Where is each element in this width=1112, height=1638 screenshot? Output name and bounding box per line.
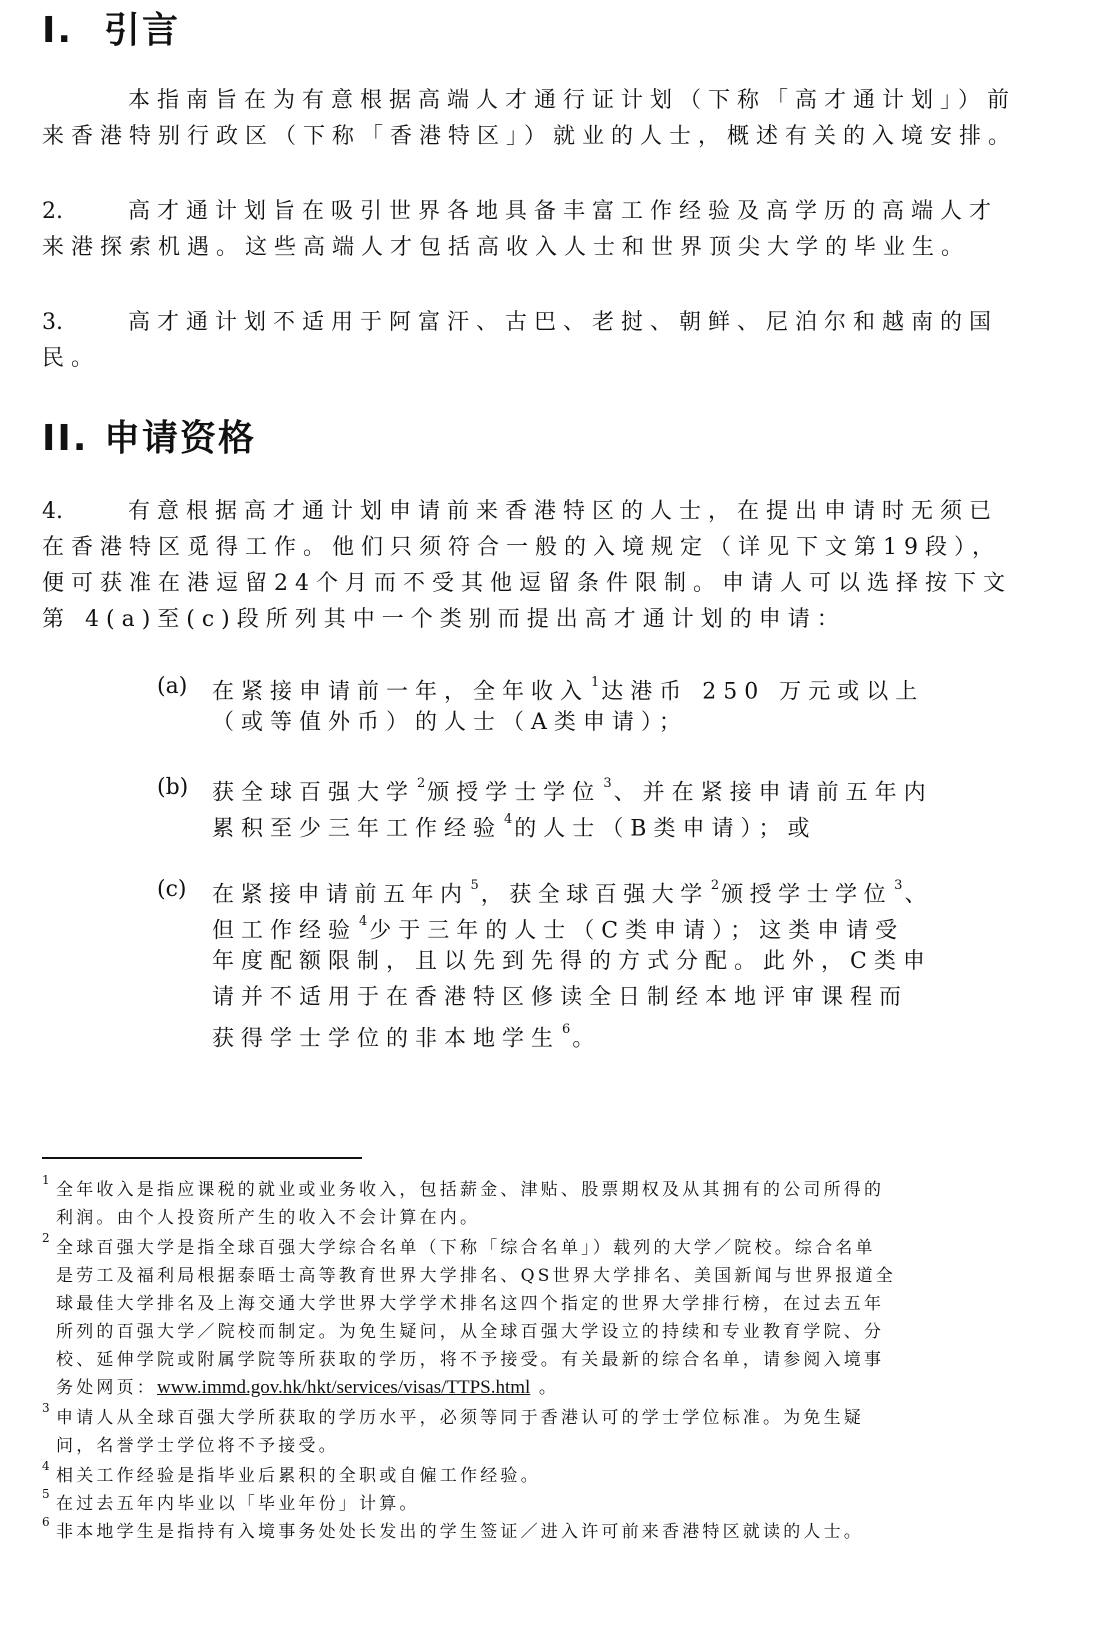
section-title: 申请资格 (104, 418, 257, 459)
footnote-2-line-4: 所列的百强大学／院校而制定。为免生疑问，从全球百强大学设立的持续和专业教育学院、分 (56, 1322, 885, 1342)
paragraph-number: 4. (42, 499, 63, 524)
footnote-number-1: 1 (42, 1173, 50, 1187)
item-text: 、 (904, 882, 933, 908)
section-number: II. (42, 418, 89, 459)
footnote-4-line-1: 相关工作经验是指毕业后累积的全职或自僱工作经验。 (56, 1466, 541, 1486)
footnote-2-line-5: 校、延伸学院或附属学院等所获取的学历，将不予接受。有关最新的综合名单，请参阅入境事 (56, 1350, 885, 1370)
paragraph-2-line-2: 来港探索机遇。这些高端人才包括高收入人士和世界顶尖大学的毕业生。 (42, 235, 971, 260)
immd-website-link[interactable]: www.immd.gov.hk/hkt/services/visas/TTPS.html (157, 1377, 531, 1398)
intro-line-2: 来香港特别行政区（下称「香港特区」）就业的人士，概述有关的入境安排。 (42, 124, 1018, 149)
paragraph-number: 2. (42, 199, 63, 224)
footnote-1-line-2: 利润。由个人投资所产生的收入不会计算在内。 (56, 1208, 481, 1228)
footnote-ref-3[interactable]: 3 (603, 776, 612, 791)
footnote-ref-5[interactable]: 5 (470, 878, 479, 893)
footnote-number-4: 4 (42, 1459, 50, 1473)
footnote-number-2: 2 (42, 1231, 50, 1245)
footnote-ref-1[interactable]: 1 (591, 675, 600, 690)
item-text: 但工作经验 (212, 918, 358, 944)
item-b-line-1 (212, 775, 933, 806)
item-c-line-1 (212, 877, 933, 908)
footnote-3-line-2: 问，名誉学士学位将不予接受。 (56, 1436, 339, 1456)
item-text: 达港币 250 万元或以上 (601, 679, 925, 705)
item-text: 在紧接申请前五年内 (212, 882, 469, 908)
paragraph-4-line-1: 有意根据高才通计划申请前来香港特区的人士，在提出申请时无须已 (128, 499, 999, 524)
footnote-2-line-6 (56, 1377, 559, 1399)
paragraph-2-line-1: 高才通计划旨在吸引世界各地具备丰富工作经验及高学历的高端人才 (128, 199, 999, 224)
footnote-number-5: 5 (42, 1487, 50, 1501)
paragraph-4-line-2: 在香港特区觅得工作。他们只须符合一般的入境规定（详见下文第19段）， (42, 535, 1001, 560)
footnote-ref-4[interactable]: 4 (359, 914, 368, 929)
footnote-ref-4[interactable]: 4 (504, 812, 513, 827)
item-label-a: (a) (157, 674, 188, 699)
item-c-line-2 (212, 913, 904, 944)
item-c-line-3: 年度配额限制，且以先到先得的方式分配。此外，C类申 (212, 949, 932, 974)
footnote-6-line-1: 非本地学生是指持有入境事务处处长发出的学生签证／进入许可前来香港特区就读的人士。 (56, 1522, 864, 1542)
item-text: 的人士（B类申请）；或 (514, 816, 817, 842)
footnote-ref-2[interactable]: 2 (710, 878, 720, 893)
footnote-divider (42, 1157, 362, 1159)
paragraph-3-line-1: 高才通计划不适用于阿富汗、古巴、老挝、朝鲜、尼泊尔和越南的国 (128, 310, 999, 335)
item-c-line-5 (212, 1021, 601, 1052)
item-text: 累积至少三年工作经验 (212, 816, 503, 842)
paragraph-number: 3. (42, 310, 63, 335)
section-number: I. (42, 10, 74, 51)
footnote-3-line-1: 申请人从全球百强大学所获取的学历水平，必须等同于香港认可的学士学位标准。为免生疑 (56, 1408, 864, 1428)
footnote-2-line-3: 球最佳大学排名及上海交通大学世界大学学术排名这四个指定的世界大学排行榜，在过去五年 (56, 1294, 885, 1314)
item-text: 在紧接申请前一年，全年收入 (212, 679, 590, 705)
paragraph-4-line-4: 第 4(a)至(c)段所列其中一个类别而提出高才通计划的申请： (42, 607, 846, 632)
item-a-line-2: （或等值外币）的人士（A类申请）； (212, 710, 688, 735)
footnote-2-line-2: 是劳工及福利局根据泰晤士高等教育世界大学排名、QS世界大学排名、美国新闻与世界报道全 (56, 1266, 896, 1286)
footnote-text: 务处网页： (56, 1378, 157, 1398)
intro-line-1: 本指南旨在为有意根据高端人才通行证计划（下称「高才通计划」）前 (128, 88, 1017, 113)
section-title: 引言 (104, 10, 181, 51)
section-heading-intro (42, 2, 180, 53)
footnote-text: 。 (530, 1378, 560, 1398)
item-text: 获全球百强大学 (212, 780, 416, 806)
item-text: 颁授学士学位 (721, 882, 893, 908)
paragraph-4-line-3: 便可获准在港逗留24个月而不受其他逗留条件限制。申请人可以选择按下文 (42, 571, 1012, 596)
section-heading-eligibility (42, 410, 256, 461)
footnote-5-line-1: 在过去五年内毕业以「毕业年份」计算。 (56, 1494, 420, 1514)
item-c-line-4: 请并不适用于在香港特区修读全日制经本地评审课程而 (212, 985, 909, 1010)
item-text: 。 (572, 1026, 602, 1052)
item-label-c: (c) (157, 877, 187, 902)
item-text: 颁授学士学位 (427, 780, 602, 806)
footnote-number-3: 3 (42, 1401, 50, 1415)
item-text: 少于三年的人士（C类申请）；这类申请受 (369, 918, 905, 944)
footnote-ref-6[interactable]: 6 (562, 1022, 571, 1037)
footnote-ref-2[interactable]: 2 (417, 776, 426, 791)
footnote-ref-3[interactable]: 3 (894, 878, 903, 893)
item-b-line-2 (212, 811, 816, 842)
paragraph-3-line-2: 民。 (42, 346, 101, 371)
item-text: ，获全球百强大学 (480, 882, 709, 908)
footnote-1-line-1: 全年收入是指应课税的就业或业务收入，包括薪金、津贴、股票期权及从其拥有的公司所得的 (56, 1180, 885, 1200)
footnote-number-6: 6 (42, 1515, 50, 1529)
item-text: 获得学士学位的非本地学生 (212, 1026, 561, 1052)
item-text: 、并在紧接申请前五年内 (613, 780, 933, 806)
item-label-b: (b) (157, 775, 189, 800)
footnote-2-line-1: 全球百强大学是指全球百强大学综合名单（下称「综合名单」）载列的大学／院校。综合名单 (56, 1238, 876, 1258)
item-a-line-1 (212, 674, 924, 705)
